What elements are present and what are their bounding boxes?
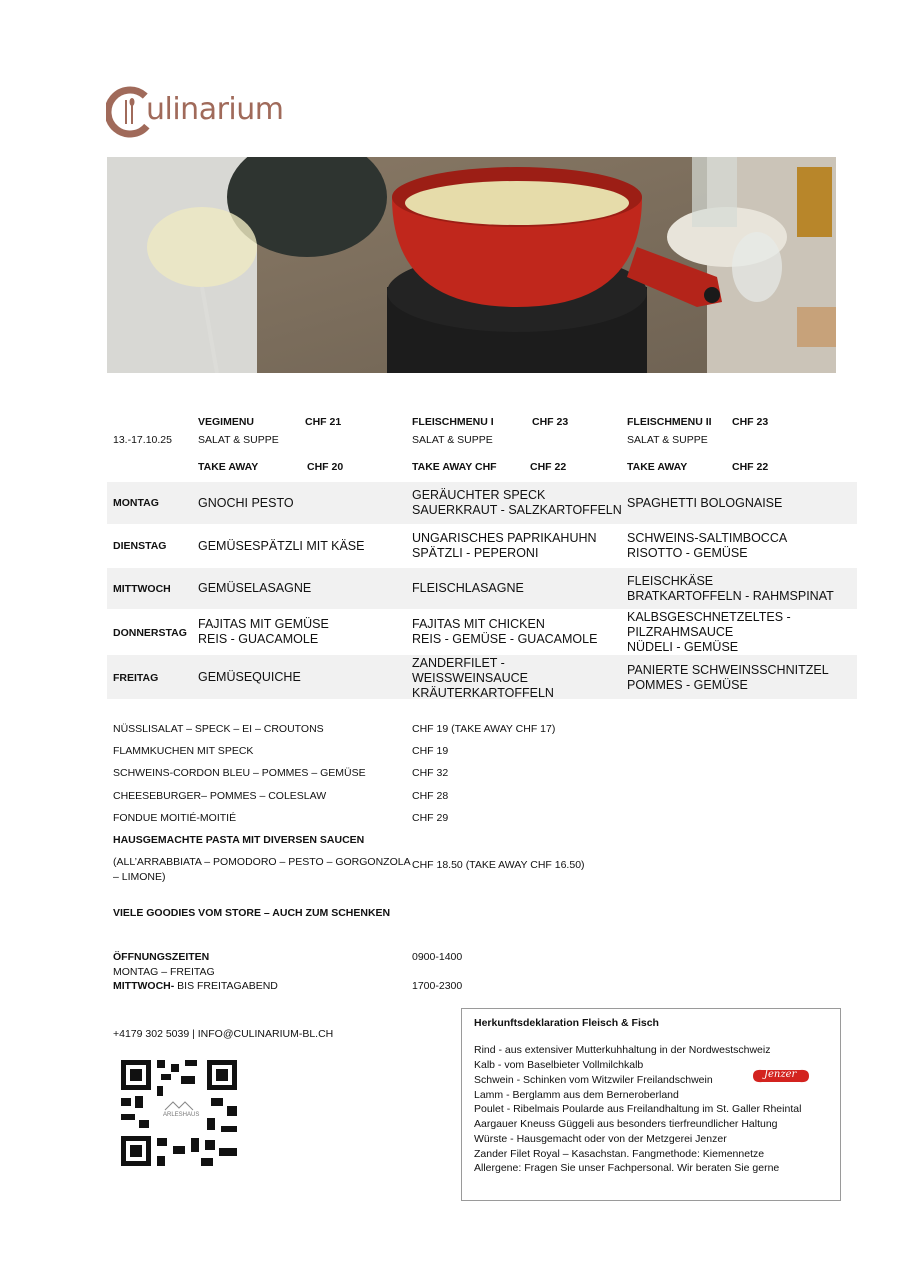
freitag-vegi: GEMÜSEQUICHE: [198, 670, 301, 684]
hours-time-1: 0900-1400: [412, 951, 463, 963]
day-freitag: FREITAG: [113, 672, 159, 684]
fleischmenu2-price: CHF 23: [732, 416, 769, 428]
jenzer-logo: [750, 1067, 812, 1085]
date-range: 13.-17.10.25: [113, 434, 172, 446]
origin-line: Zander Filet Royal – Kasachstan. Fangmethode: Kiemennetze: [474, 1148, 765, 1160]
mittwoch-fleisch2-line2: BRATKARTOFFELN - RAHMSPINAT: [627, 589, 834, 603]
pasta-price: CHF 18.50 (TAKE AWAY CHF 16.50): [412, 859, 585, 871]
montag-vegi: GNOCHI PESTO: [198, 496, 294, 510]
extra-price: CHF 28: [412, 790, 449, 802]
montag-fleisch2: SPAGHETTI BOLOGNAISE: [627, 496, 783, 510]
day-dienstag: DIENSTAG: [113, 540, 167, 552]
hours-days: MONTAG – FREITAG: [113, 966, 215, 978]
mittwoch-vegi: GEMÜSELASAGNE: [198, 581, 312, 595]
origin-line: Rind - aus extensiver Mutterkuhhaltung in der Nordwestschweiz: [474, 1044, 771, 1056]
mittwoch-fleisch1: FLEISCHLASAGNE: [412, 581, 524, 595]
fleischmenu2-takeaway-price: CHF 22: [732, 461, 769, 473]
hours-evening-day: MITTWOCH-: [113, 980, 175, 992]
dienstag-fleisch2-line1: SCHWEINS-SALTIMBOCCA: [627, 531, 788, 545]
vegimenu-takeaway-price: CHF 20: [307, 461, 344, 473]
freitag-fleisch1-line1: ZANDERFILET -: [412, 656, 505, 670]
culinarium-logo: [106, 84, 326, 140]
origin-line: Schwein - Schinken vom Witzwiler Freilandschwein: [474, 1074, 713, 1086]
day-montag: MONTAG: [113, 497, 159, 509]
donnerstag-fleisch1-line1: FAJITAS MIT CHICKEN: [412, 617, 545, 631]
extra-item: NÜSSLISALAT – SPECK – EI – CROUTONS: [113, 723, 324, 735]
freitag-fleisch2-line1: PANIERTE SCHWEINSSCHNITZEL: [627, 663, 829, 677]
donnerstag-fleisch2-line3: NÜDELI - GEMÜSE: [627, 640, 739, 654]
extra-price: CHF 19 (TAKE AWAY CHF 17): [412, 723, 556, 735]
day-donnerstag: DONNERSTAG: [113, 627, 187, 639]
donnerstag-vegi-line2: REIS - GUACAMOLE: [198, 632, 319, 646]
dienstag-vegi: GEMÜSESPÄTZLI MIT KÄSE: [198, 539, 365, 553]
montag-fleisch1-line1: GERÄUCHTER SPECK: [412, 488, 546, 502]
extra-item: SCHWEINS-CORDON BLEU – POMMES – GEMÜSE: [113, 767, 366, 779]
vegimenu-title: VEGIMENU: [198, 416, 255, 428]
hours-evening-rest: BIS FREITAGABEND: [174, 980, 278, 992]
origin-line: Lamm - Berglamm aus dem Berneroberland: [474, 1089, 679, 1101]
hours-evening: [113, 980, 278, 992]
extra-item: FLAMMKUCHEN MIT SPECK: [113, 745, 254, 757]
vegimenu-sub: SALAT & SUPPE: [198, 434, 279, 446]
vegimenu-takeaway-label: TAKE AWAY: [198, 461, 259, 473]
dienstag-fleisch2-line2: RISOTTO - GEMÜSE: [627, 546, 748, 560]
fleischmenu2-title: FLEISCHMENU II: [627, 416, 712, 428]
fleischmenu2-takeaway-label: TAKE AWAY: [627, 461, 688, 473]
fondue-photo: [107, 157, 836, 373]
vegimenu-price: CHF 21: [305, 416, 342, 428]
pasta-sauces-line2: – LIMONE): [113, 871, 166, 883]
donnerstag-fleisch1-line2: REIS - GEMÜSE - GUACAMOLE: [412, 632, 598, 646]
jenzer-logo-text: Jenzer: [764, 1069, 797, 1080]
mittwoch-fleisch2-line1: FLEISCHKÄSE: [627, 574, 714, 588]
goodies-note: VIELE GOODIES VOM STORE – AUCH ZUM SCHENKEN: [113, 907, 391, 919]
extra-price: CHF 32: [412, 767, 449, 779]
extra-price: CHF 19: [412, 745, 449, 757]
fleischmenu2-sub: SALAT & SUPPE: [627, 434, 708, 446]
extra-price: CHF 29: [412, 812, 449, 824]
freitag-fleisch1-line2: WEISSWEINSAUCE: [412, 671, 528, 685]
origin-declaration-box: [461, 1008, 841, 1201]
origin-line: Würste - Hausgemacht oder von der Metzgerei Jenzer: [474, 1133, 727, 1145]
extra-item: FONDUE MOITIÉ-MOITIÉ: [113, 812, 237, 824]
pasta-title: HAUSGEMACHTE PASTA MIT DIVERSEN SAUCEN: [113, 834, 365, 846]
donnerstag-vegi-line1: FAJITAS MIT GEMÜSE: [198, 617, 329, 631]
qr-code[interactable]: [121, 1060, 237, 1166]
dienstag-fleisch1-line1: UNGARISCHES PAPRIKAHUHN: [412, 531, 597, 545]
origin-line: Kalb - vom Baselbieter Vollmilchkalb: [474, 1059, 644, 1071]
qr-center-label: ARLESHAUS: [163, 1112, 200, 1118]
origin-line: Aargauer Kneuss Güggeli aus besonders tierfreundlicher Haltung: [474, 1118, 778, 1130]
origin-line: Allergene: Fragen Sie unser Fachpersonal. Wir beraten Sie gerne: [474, 1162, 780, 1174]
fleischmenu1-title: FLEISCHMENU I: [412, 416, 494, 428]
fleischmenu1-takeaway-price: CHF 22: [530, 461, 567, 473]
origin-line: Poulet - Ribelmais Poularde aus Freilandhaltung im St. Galler Rheintal: [474, 1103, 802, 1115]
contact-line: +4179 302 5039 | INFO@CULINARIUM-BL.CH: [113, 1028, 334, 1040]
donnerstag-fleisch2-line1: KALBSGESCHNETZELTES -: [627, 610, 791, 624]
hours-title: ÖFFNUNGSZEITEN: [113, 951, 210, 963]
freitag-fleisch2-line2: POMMES - GEMÜSE: [627, 678, 748, 692]
montag-fleisch1-line2: SAUERKRAUT - SALZKARTOFFELN: [412, 503, 622, 517]
fleischmenu1-takeaway-label: TAKE AWAY CHF: [412, 461, 497, 473]
fleischmenu1-price: CHF 23: [532, 416, 569, 428]
day-mittwoch: MITTWOCH: [113, 583, 171, 595]
hours-time-2: 1700-2300: [412, 980, 463, 992]
origin-declaration-title: Herkunftsdeklaration Fleisch & Fisch: [474, 1017, 659, 1029]
donnerstag-fleisch2-line2: PILZRAHMSAUCE: [627, 625, 734, 639]
extra-item: CHEESEBURGER– POMMES – COLESLAW: [113, 790, 327, 802]
freitag-fleisch1-line3: KRÄUTERKARTOFFELN: [412, 686, 554, 700]
logo-wordmark: ulinarium: [146, 92, 284, 127]
fleischmenu1-sub: SALAT & SUPPE: [412, 434, 493, 446]
pasta-sauces-line1: (ALL’ARRABBIATA – POMODORO – PESTO – GORGONZOLA: [113, 856, 411, 868]
dienstag-fleisch1-line2: SPÄTZLI - PEPERONI: [412, 546, 539, 560]
